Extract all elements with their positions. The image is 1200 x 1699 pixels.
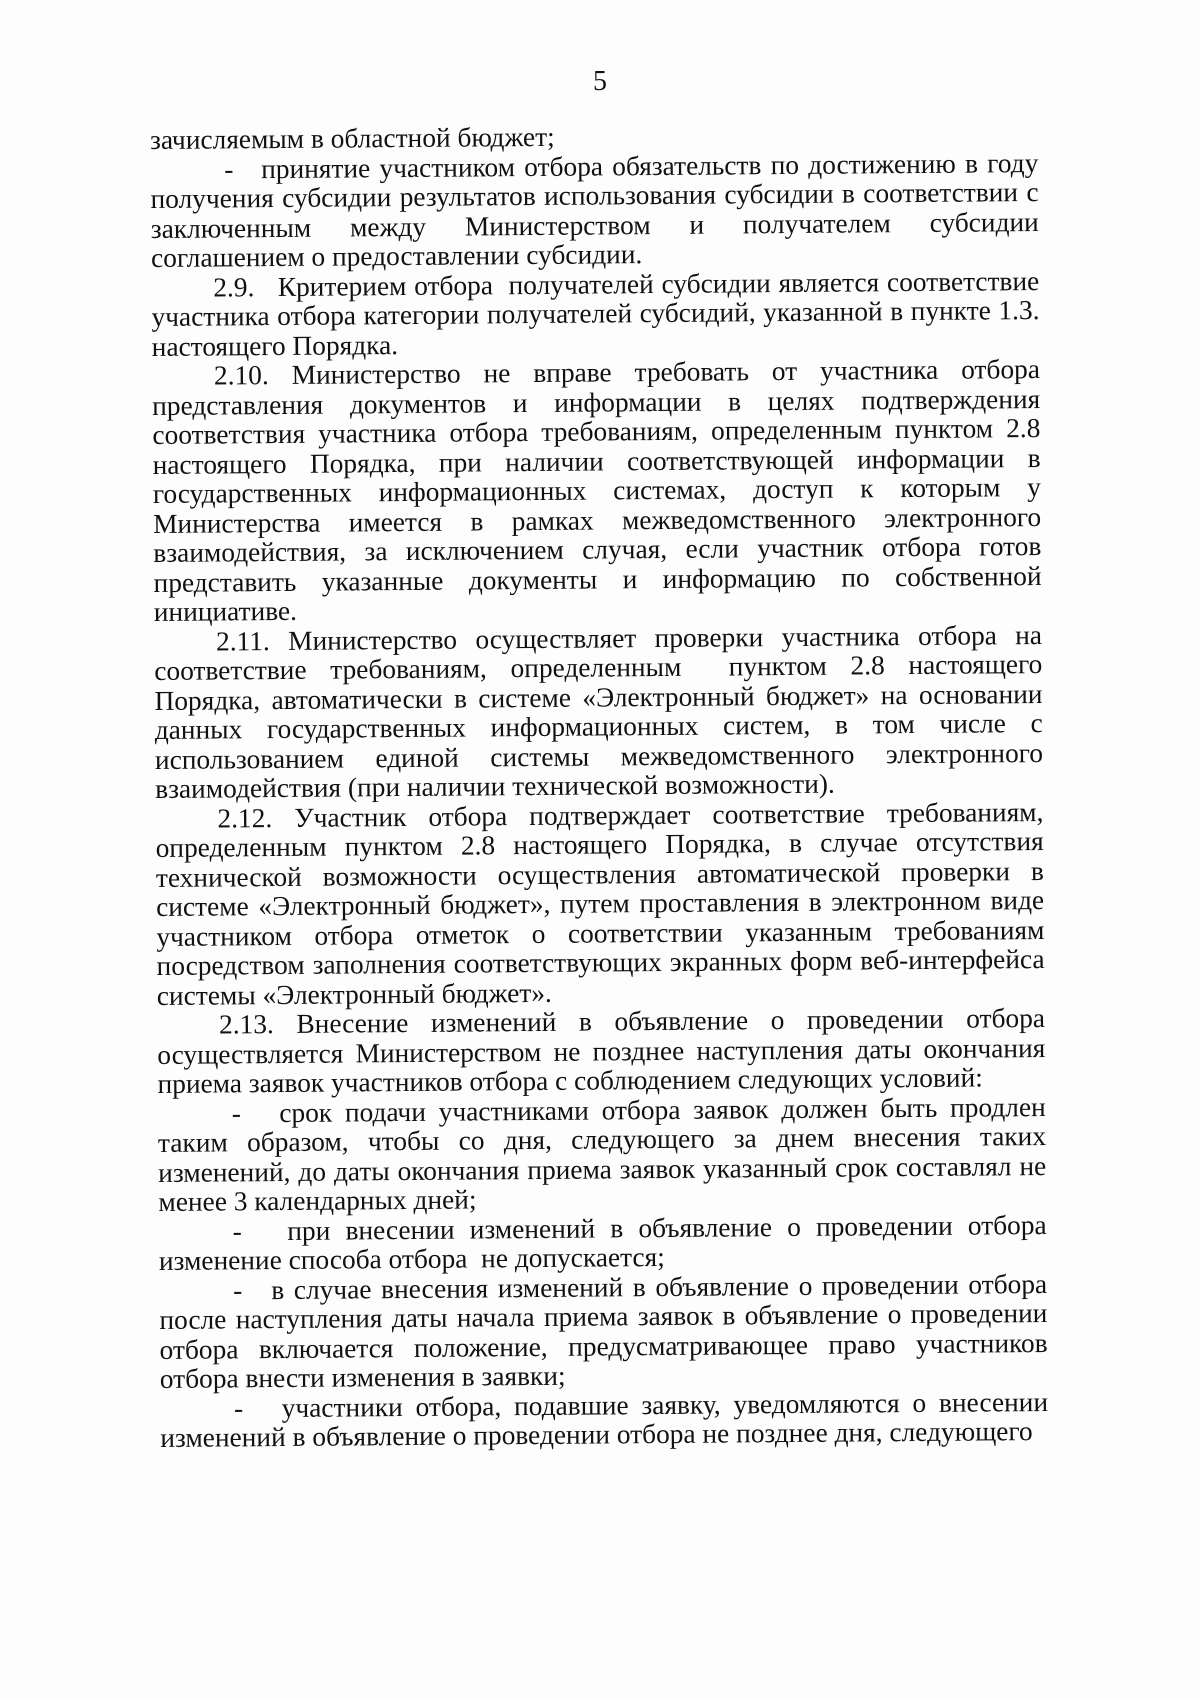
list-item-method-change: - при внесении изменений в объявление о проведении отбора изменение способа отбора не допускается; [158, 1209, 1047, 1276]
paragraph-2-11: 2.11. Министерство осуществляет проверки участника отбора на соответствие требованиям, определенным пунктом 2.8 настоящего Порядка, автоматически в системе «Электронный бюджет» на основании данных государственных информационных систем, в том числе с использованием единой системы межведомственного электронного взаимодействия (при наличии технической возможности). [154, 619, 1044, 804]
document-body [150, 119, 1048, 1453]
page-number: 5 [593, 66, 607, 97]
paragraph-continuation: зачисляемым в областной бюджет; [149, 121, 555, 155]
list-item-deadline-extension: - срок подачи участниками отбора заявок должен быть продлен таким образом, чтобы со дня, следующего за днем внесения таких изменений, до даты окончания приема заявок указанный срок составлял не менее 3 календарных дней; [157, 1091, 1047, 1217]
paragraph-2-12: 2.12. Участник отбора подтверждает соответствие требованиям, определенным пунктом 2.8 настоящего Порядка, в случае отсутствия технической возможности осуществления автоматической проверки в системе «Электронный бюджет», путем проставления в электронном виде участником отбора отметок о соответствии указанным требованиям посредством заполнения соответствующих экранных форм веб-интерфейса системы «Электронный бюджет». [155, 796, 1045, 1011]
list-item-application-changes: - в случае внесения изменений в объявление о проведении отбора после наступления даты начала приема заявок в объявление о проведении отбора включается положение, предусматривающее право участников отбора внести изменения в заявки; [159, 1268, 1048, 1394]
paragraph-2-13: 2.13. Внесение изменений в объявление о проведении отбора осуществляется Министерством не позднее наступления даты окончания приема заявок участников отбора с соблюдением следующих условий: [157, 1002, 1046, 1099]
list-item-notification: - участники отбора, подавшие заявку, уведомляются о внесении изменений в объявление о проведении отбора не позднее дня, следующего [160, 1386, 1049, 1453]
paragraph-2-9: 2.9. Критерием отбора получателей субсидии является соответствие участника отбора категории получателей субсидий, указанной в пункте 1.3. настоящего Порядка. [151, 265, 1040, 362]
list-item-obligations: - принятие участником отбора обязательств по достижению в году получения субсидии результатов использования субсидии в соответствии с заключенным между Министерством и получателем субсидии соглашением о предоставлении субсидии. [150, 147, 1039, 273]
paragraph-2-10: 2.10. Министерство не вправе требовать от участника отбора представления документов и информации в целях подтверждения соответствия участника отбора требованиям, определенным пунктом 2.8 настоящего Порядка, при наличии соответствующей информации в государственных информационных системах, доступ к которым у Министерства имеется в рамках межведомственного электронного взаимодействия, за исключением случая, если участник отбора готов представить указанные документы и информацию по собственной инициативе. [152, 354, 1042, 627]
